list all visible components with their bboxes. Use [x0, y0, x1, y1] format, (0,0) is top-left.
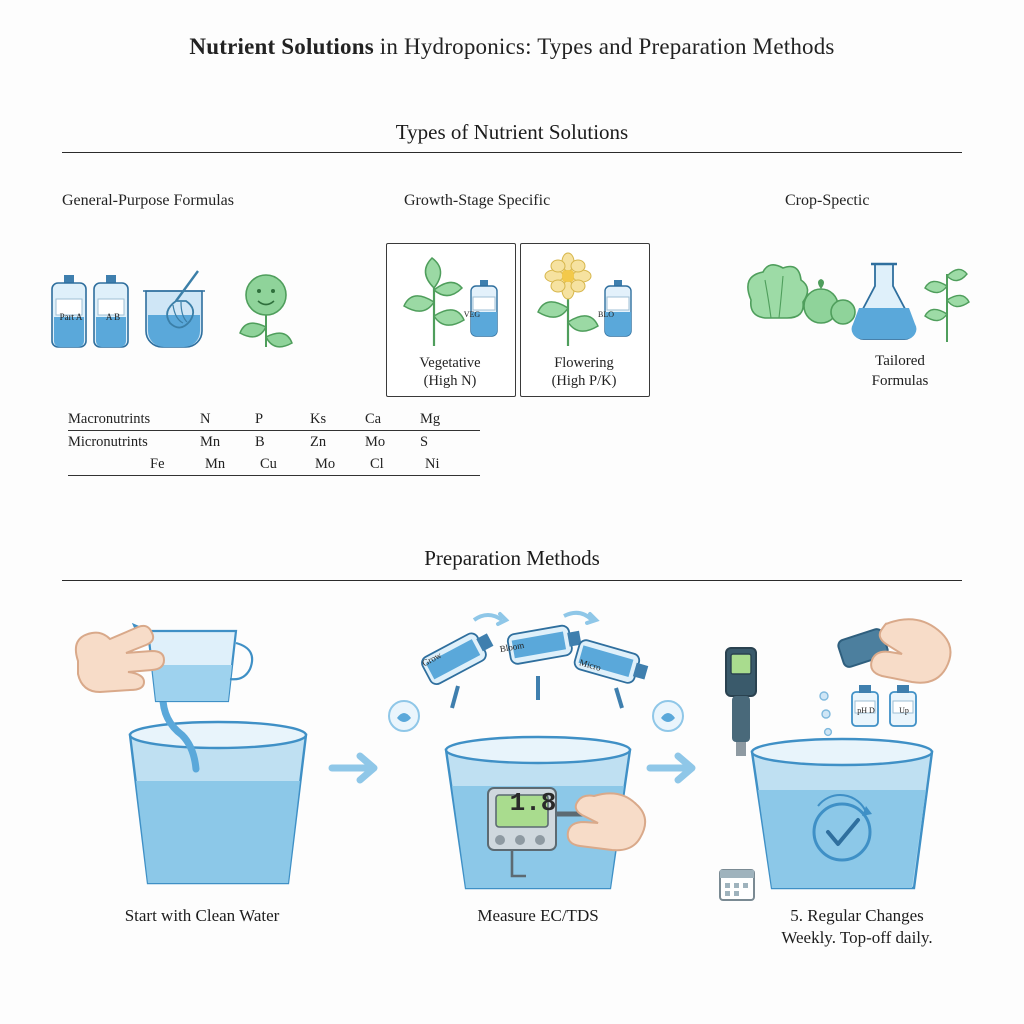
step1-illustration	[60, 595, 350, 885]
cell-macro-0: N	[200, 410, 211, 427]
nutrient-table	[68, 408, 480, 476]
cell-macro-1: P	[255, 410, 264, 427]
cell-trace-4: Cl	[370, 455, 384, 472]
cell-trace-5: Ni	[425, 455, 440, 472]
cell-trace-0: Fe	[150, 455, 165, 472]
step3-caption	[712, 905, 1002, 949]
column-heading-growth-stage: Growth-Stage Specific	[404, 192, 551, 209]
cell-micro-4: S	[420, 433, 429, 450]
vegetative-caption	[386, 354, 514, 390]
crop-specific-caption-line2: Formulas	[871, 372, 929, 389]
bottle-b-label: A B	[105, 312, 121, 322]
row-label-macronutrients: Macronutrints	[68, 410, 151, 427]
cell-micro-0: Mn	[200, 433, 221, 450]
ec-meter-reading: 1.8	[509, 788, 557, 818]
row-label-micronutrients: Micronutrints	[68, 433, 148, 450]
step3-caption-line1: 5. Regular Changes	[790, 906, 924, 925]
tomato-icon	[804, 279, 855, 324]
vegetative-illustration	[392, 250, 508, 350]
cell-macro-3: Ca	[365, 410, 382, 427]
table-row-macronutrients	[68, 408, 480, 430]
flowering-caption-line1: Flowering	[554, 355, 614, 371]
cell-macro-4: Mg	[420, 410, 441, 427]
page-title-rest: in Hydroponics: Types and Preparation Methods	[373, 34, 835, 59]
lettuce-icon	[748, 265, 808, 318]
nutrient-flask-icon	[852, 264, 917, 339]
vegetative-caption-line1: Vegetative	[419, 355, 481, 371]
vegetative-caption-line2: (High N)	[423, 373, 477, 390]
flowering-caption	[520, 354, 648, 390]
table-row-micronutrients	[68, 431, 480, 453]
crop-specific-caption	[800, 352, 1000, 391]
flowering-bottle-label: BLO	[598, 310, 614, 319]
table-divider-bottom	[68, 475, 480, 476]
crop-specific-illustration	[735, 250, 975, 360]
vegetative-bottle-label: VEG	[463, 310, 481, 319]
nutrient-bottle-b	[94, 275, 128, 347]
page-title	[0, 34, 1024, 60]
divider-preparation	[62, 580, 962, 581]
page-title-bold: Nutrient Solutions	[189, 34, 374, 59]
table-row-trace	[68, 453, 480, 475]
mixing-beaker	[143, 271, 205, 347]
divider-types	[62, 152, 962, 153]
cell-micro-1: B	[255, 433, 265, 450]
herb-icon	[925, 269, 969, 342]
ph-down-label: pH D	[857, 706, 875, 715]
crop-specific-caption-line1: Tailored	[875, 353, 925, 369]
arrow-step1-to-step2-icon	[330, 748, 386, 788]
step2-bottle1-label: Grow	[420, 649, 444, 669]
bottle-a-label: Part A	[59, 312, 83, 322]
step2-bottle3-label: Micro	[578, 657, 603, 673]
step2-bottle2-label: Bloom	[498, 639, 525, 655]
cell-trace-2: Cu	[260, 455, 277, 472]
column-heading-general: General-Purpose Formulas	[62, 192, 234, 209]
cell-micro-3: Mo	[365, 433, 386, 450]
section-heading-preparation: Preparation Methods	[424, 546, 600, 570]
nutrient-bottle-a	[52, 275, 86, 347]
arrow-step2-to-step3-icon	[648, 748, 704, 788]
step1-caption: Start with Clean Water	[124, 906, 280, 925]
step3-illustration	[700, 600, 990, 890]
cell-trace-1: Mn	[205, 455, 226, 472]
cell-trace-3: Mo	[315, 455, 336, 472]
step2-caption: Measure EC/TDS	[477, 906, 599, 925]
flowering-caption-line2: (High P/K)	[551, 373, 617, 390]
flowering-illustration	[526, 250, 642, 350]
column-heading-crop-specific: Crop-Spectic	[785, 192, 870, 209]
section-heading-types: Types of Nutrient Solutions	[395, 120, 629, 144]
cell-macro-2: Ks	[310, 410, 327, 427]
step3-caption-line2: Weekly. Top-off daily.	[781, 928, 933, 948]
healthy-plant-icon	[240, 275, 292, 347]
general-purpose-illustration	[50, 255, 340, 365]
ph-up-label: Up	[899, 706, 909, 715]
cell-micro-2: Zn	[310, 433, 327, 450]
